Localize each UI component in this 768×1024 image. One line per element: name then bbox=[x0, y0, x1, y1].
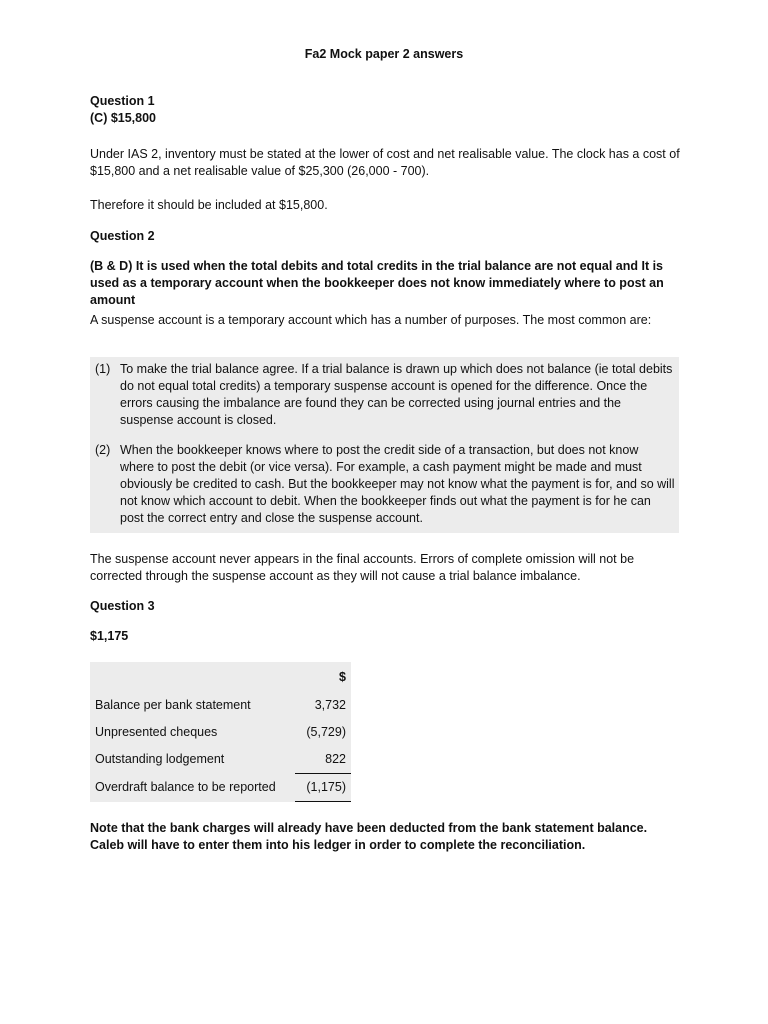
bank-reconciliation-table bbox=[90, 662, 351, 802]
page-title: Fa2 Mock paper 2 answers bbox=[304, 47, 464, 61]
list-item-text: To make the trial balance agree. If a trial balance is drawn up which does not balance (ie total debits do not equal total credits) a temporary suspense account is opened for the difference. Once the errors causing the imbalance are found they can be corrected using journal entries and the suspense account is closed. bbox=[120, 362, 673, 427]
table-header-row bbox=[90, 662, 351, 692]
question-2-outro: The suspense account never appears in the final accounts. Errors of complete omission will not be corrected through the suspense account as they will not cause a trial balance imbalance. bbox=[90, 552, 635, 583]
question-1-explanation: Under IAS 2, inventory must be stated at the lower of cost and net realisable value. The clock has a cost of $15,800 and a net realisable value of $25,300 (26,000 - 700). bbox=[90, 147, 680, 178]
list-item-number: (1) bbox=[95, 362, 111, 376]
table-row-label: Balance per bank statement bbox=[95, 698, 251, 712]
table-row-amount: 822 bbox=[325, 752, 346, 766]
table-row bbox=[90, 692, 351, 719]
list-item-number: (2) bbox=[95, 443, 111, 457]
question-3-heading: Question 3 bbox=[90, 599, 155, 613]
table-row-label: Overdraft balance to be reported bbox=[95, 780, 276, 794]
table-row bbox=[90, 746, 351, 774]
table-total-row bbox=[90, 774, 351, 802]
table-header-label bbox=[90, 662, 295, 692]
list-item-text: When the bookkeeper knows where to post the credit side of a transaction, but does not know where to post the debit (or vice versa). For example, a cash payment might be made and must obviously be credited to cash. But the bookkeeper may not know what the payment is for, and so will not know which account to debit. When the bookkeeper finds out what the payment is for he can post the correct entry and close the suspense account. bbox=[120, 443, 675, 525]
question-3-note: Note that the bank charges will already have been deducted from the bank statement balance. Caleb will have to enter them into his ledger in order to complete the reconciliation. bbox=[90, 821, 648, 852]
table-row-amount: (5,729) bbox=[306, 725, 346, 739]
question-2-heading: Question 2 bbox=[90, 229, 155, 243]
table-currency-header: $ bbox=[339, 669, 346, 684]
question-2-answer: (B & D) It is used when the total debits and total credits in the trial balance are not equal and It is used as a temporary account when the bookkeeper does not know immediately where to post an amount bbox=[90, 259, 664, 307]
question-2-intro: A suspense account is a temporary account which has a number of purposes. The most common are: bbox=[90, 313, 652, 327]
suspense-purposes-box bbox=[90, 357, 679, 533]
table-row bbox=[90, 719, 351, 746]
table-row-label: Outstanding lodgement bbox=[95, 752, 225, 767]
question-1-answer: (C) $15,800 bbox=[90, 111, 157, 125]
question-1-heading: Question 1 bbox=[90, 94, 155, 108]
table-total-amount: (1,175) bbox=[295, 774, 351, 802]
question-1-conclusion: Therefore it should be included at $15,800. bbox=[90, 198, 328, 212]
table-row-amount: 3,732 bbox=[314, 698, 346, 712]
table-row-label: Unpresented cheques bbox=[95, 725, 218, 739]
question-3-answer: $1,175 bbox=[90, 629, 129, 643]
